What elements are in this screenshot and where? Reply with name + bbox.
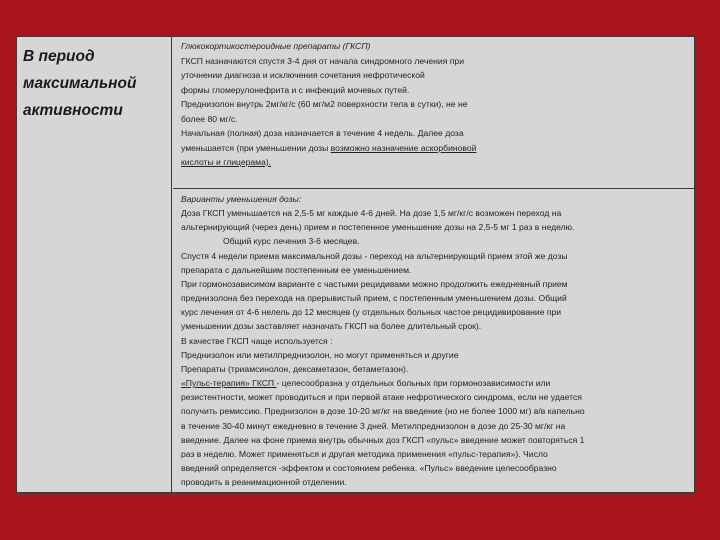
- treatment-column: [173, 37, 694, 492]
- text-line: Спустя 4 недели приема максимальной дозы - переход на альтернирующий прием этой же дозы: [181, 250, 568, 261]
- text-line: [181, 141, 688, 156]
- text-line: получить ремиссию. Преднизолон в дозе 10-20 мг/кг на введение (но не более 1000 мг) в/в капельно: [181, 406, 585, 417]
- pulse-therapy-label: «Пульс-терапия» ГКСП: [181, 378, 277, 389]
- text-line: В качестве ГКСП чаще используется :: [181, 335, 333, 346]
- text-fragment: уменьшается (при уменьшении дозы: [181, 142, 331, 153]
- gksp-heading: Глюкокортикостероидные препараты (ГКСП): [181, 41, 371, 51]
- text-line: введение. Далее на фоне приема внутрь обычных доз ГКСП «пульс» введение может повторяться 1: [181, 434, 585, 445]
- text-line: формы гломерулонефрита и с инфекций мочевых путей.: [181, 84, 410, 95]
- text-line: Преднизолон или метилпреднизолон, но могут применяться и другие: [181, 349, 459, 360]
- period-title-line-3: активности: [23, 102, 123, 119]
- text-line: Общий курс лечения 3-6 месяцев.: [223, 236, 360, 247]
- text-line: уточнении диагноза и исключения сочетания нефротической: [181, 70, 425, 80]
- text-line: раз в неделю. Может применяться и другая методика применения «пульс-терапия»). Число: [181, 448, 548, 459]
- text-line: Препараты (триамсинолон, дексаметазон, бетаметазон).: [181, 363, 409, 374]
- dose-reduction-heading: Варианты уменьшения дозы:: [181, 194, 302, 204]
- text-line: резистентности, может проводиться и при первой атаке нефротического синдрома, если не удается: [181, 392, 582, 403]
- period-cell: [17, 37, 172, 492]
- text-line: преднизолона без перехода на прерывистый прием, с постепенным уменьшением дозы. Общий: [181, 293, 567, 304]
- text-line: При гормонозависимом варианте с частыми рецидивами можно продолжить ежедневный прием: [181, 278, 568, 289]
- text-line: [181, 376, 688, 390]
- dose-reduction-cell: [173, 192, 694, 492]
- period-title-line-1: В период: [23, 48, 95, 65]
- text-fragment: - целесообразна у отдельных больных при гормонозависимости или: [276, 378, 551, 389]
- text-line: проводить в реанимационной отделении.: [181, 477, 347, 488]
- text-line: ГКСП назначаются спустя 3-4 дня от начала синдромного лечения при: [181, 55, 465, 66]
- text-line: более 80 мг/с.: [181, 113, 238, 124]
- text-line: уменьшении дозы заставляет назначать ГКСП на более длительный срок).: [181, 321, 482, 332]
- text-line: препарата с дальнейшим постепенным ее уменьшением.: [181, 264, 412, 275]
- underlined-line: кислоты и глицерама).: [181, 157, 272, 167]
- text-line: введений определяется -эффектом и состоянием ребенка. «Пульс» введение целесообразно: [181, 462, 557, 473]
- text-line: Доза ГКСП уменьшается на 2,5-5 мг каждые 4-6 дней. На дозе 1,5 мг/кг/с возможен переход на: [181, 208, 562, 219]
- period-title-line-2: максимальной: [23, 75, 137, 92]
- text-line: альтернирующий (через день) прием и постепенное уменьшение дозы на 2,5-5 мг 1 раз в неделю.: [181, 222, 575, 233]
- gksp-cell: [173, 39, 694, 187]
- text-line: курс лечения от 4-6 нелель до 12 месяцев (у отдельных больных частое рецидивирование при: [181, 307, 562, 318]
- text-line: в течение 30-40 минут ежедневно в течение 3 дней. Метилпреднизолон в дозе до 25-30 мг/кг на: [181, 420, 566, 431]
- text-line: Преднизолон внутрь 2мг/кг/с (60 мг/м2 поверхности тела в сутки), не не: [181, 99, 468, 109]
- cell-divider: [173, 188, 694, 189]
- underlined-fragment: возможно назначение аскорбиновой: [330, 142, 477, 153]
- text-line: Начальная (полная) доза назначается в течение 4 недель. Далее доза: [181, 128, 464, 138]
- content-table: [16, 36, 695, 493]
